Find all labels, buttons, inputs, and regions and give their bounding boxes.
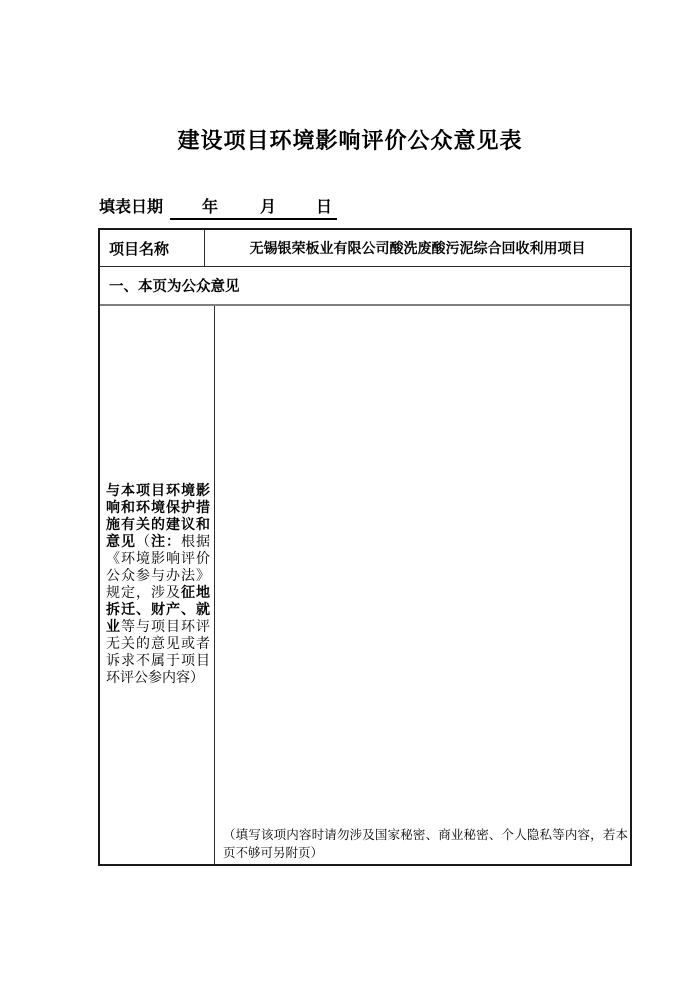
confidentiality-note: （填写该项内容时请勿涉及国家秘密、商业秘密、个人隐私等内容，若本页不够可另附页） [223, 828, 628, 860]
fill-date-label: 填表日期 [99, 199, 164, 216]
project-name-value: 无锡银荣板业有限公司酸洗废酸污泥综合回收利用项目 [249, 242, 586, 257]
year-blank-field[interactable] [170, 211, 202, 212]
day-unit-label: 日 [316, 199, 333, 216]
project-name-label: 项目名称 [109, 241, 170, 258]
opinion-row [100, 306, 630, 864]
project-name-row [100, 230, 630, 267]
project-name-value-cell [205, 230, 630, 266]
opinion-label-regular-6: 等与项目环评无关的意见或者诉求不属于项目环评公参内容） [106, 620, 210, 686]
opinion-label-cell [100, 306, 215, 864]
day-blank-field[interactable] [276, 211, 316, 212]
opinion-input-area[interactable] [215, 306, 630, 864]
section-header: 一、本页为公众意见 [109, 279, 240, 295]
month-blank-field[interactable] [218, 211, 260, 212]
year-unit-label: 年 [202, 199, 219, 216]
project-name-label-cell [100, 230, 205, 266]
page-title: 建设项目环境影响评价公众意见表 [177, 128, 523, 153]
opinion-label-bold-3: 注： [151, 535, 181, 550]
opinion-label-bold-5: 征地拆迁、财产、就业 [106, 586, 210, 635]
section-header-row [100, 267, 630, 306]
opinion-label-regular-4: 根据《环境影响评价公众参与办法》规定，涉及 [106, 535, 210, 601]
month-unit-label: 月 [260, 199, 277, 216]
fill-date-line [99, 194, 337, 220]
fill-date-blanks [170, 199, 337, 220]
opinion-label-bold-1: 与本项目环境影响和环境保护措施有关的建议和意见 [106, 484, 210, 550]
opinion-label-regular-2: （ [136, 535, 151, 550]
opinion-form-table [98, 228, 632, 866]
opinion-label-text [106, 483, 210, 687]
